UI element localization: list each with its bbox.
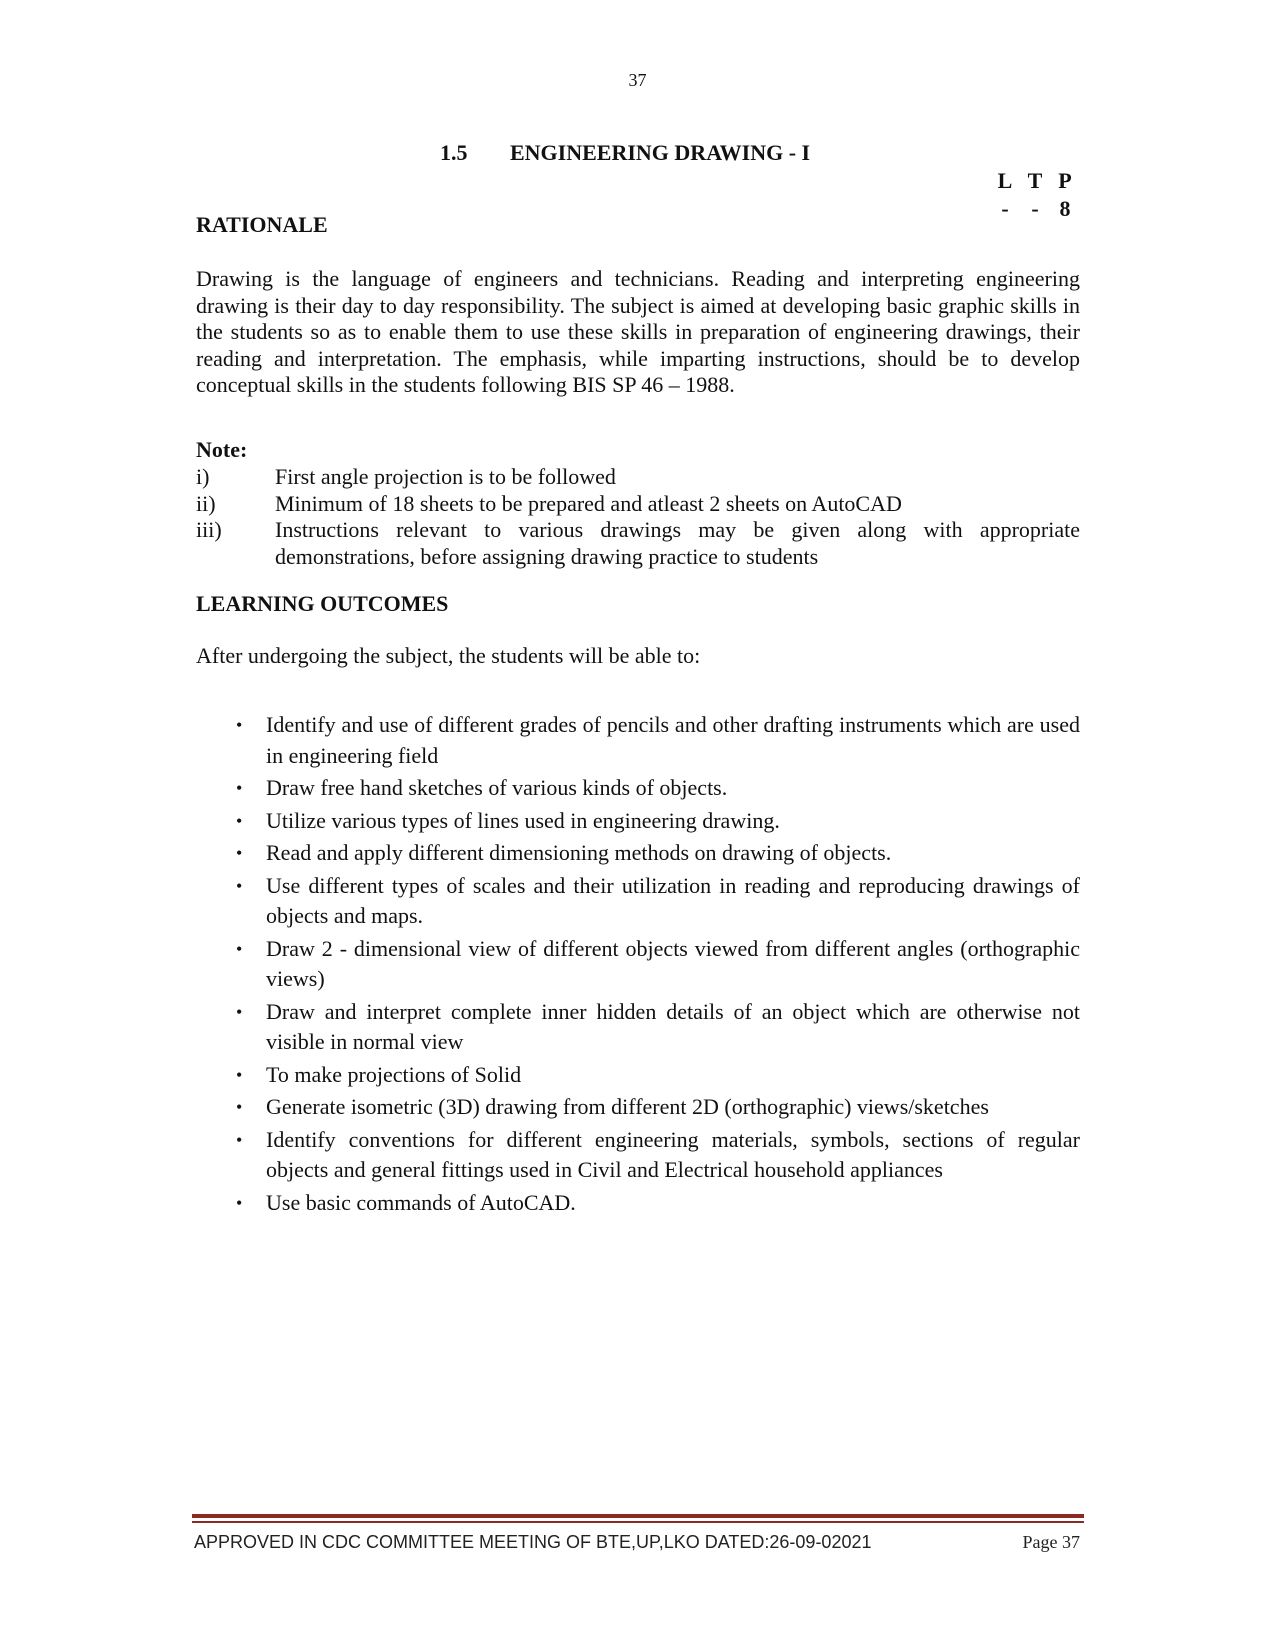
page-number-top: 37 — [628, 70, 647, 90]
note-marker: i) — [196, 464, 210, 489]
note-text: First angle projection is to be followed — [275, 464, 616, 489]
ltp-values — [990, 196, 1080, 222]
ltp-header — [990, 168, 1080, 194]
outcome-text: Identify conventions for different engineering materials, symbols, sections of regular objects and general fittings used in Civil and Electrical household appliances — [266, 1126, 1080, 1182]
bullet-icon: • — [236, 810, 243, 831]
outcome-text: Draw and interpret complete inner hidden details of an object which are otherwise not visible in normal view — [266, 998, 1080, 1054]
section-title-text: ENGINEERING DRAWING - I — [510, 140, 811, 165]
note-heading: Note: — [196, 437, 248, 462]
ltp-p-value: 8 — [1059, 196, 1071, 221]
footer-rule-thick — [192, 1514, 1084, 1518]
rationale-heading: RATIONALE — [196, 212, 328, 237]
outcome-text: Use different types of scales and their utilization in reading and reproducing drawings of objects and maps. — [266, 872, 1080, 928]
bullet-icon: • — [236, 778, 243, 798]
ltp-t-value: - — [1031, 196, 1039, 221]
note-item — [196, 464, 1080, 491]
footer-approval-text: APPROVED IN CDC COMMITTEE MEETING OF BTE,UP,LKO DATED:26-09-02021 — [194, 1532, 872, 1552]
section-number: 1.5 — [440, 140, 468, 165]
learning-outcomes-heading: LEARNING OUTCOMES — [196, 591, 449, 616]
list-item — [196, 934, 1080, 995]
list-item — [196, 773, 1080, 804]
bullet-icon: • — [236, 1192, 243, 1213]
ltp-p: P — [1058, 168, 1072, 193]
list-item — [196, 1060, 1080, 1091]
list-item — [196, 1188, 1080, 1219]
note-marker: iii) — [196, 517, 222, 542]
learning-outcomes-intro: After undergoing the subject, the students will be able to: — [196, 643, 701, 668]
outcome-text: To make projections of Solid — [266, 1061, 522, 1087]
note-item — [196, 491, 1080, 518]
list-item — [196, 997, 1080, 1058]
bullet-icon: • — [236, 1129, 243, 1150]
bullet-icon: • — [236, 715, 243, 735]
note-text: Instructions relevant to various drawings may be given along with appropriate demonstrations, before assigning drawing practice to students — [275, 517, 1080, 569]
outcome-text: Read and apply different dimensioning methods on drawing of objects. — [266, 840, 892, 865]
bullet-icon: • — [236, 843, 243, 863]
outcome-text: Identify and use of different grades of pencils and other drafting instruments which are used in engineering field — [266, 712, 1080, 768]
learning-outcomes-list — [196, 710, 1080, 1220]
outcome-text: Generate isometric (3D) drawing from different 2D (orthographic) views/sketches — [266, 1094, 989, 1119]
outcome-text: Use basic commands of AutoCAD. — [266, 1189, 576, 1215]
outcome-text: Draw 2 - dimensional view of different objects viewed from different angles (orthographic views) — [266, 935, 1080, 991]
section-title — [440, 140, 810, 166]
bullet-icon: • — [236, 1097, 243, 1117]
footer-page-label: Page 37 — [1022, 1532, 1080, 1552]
list-item — [196, 838, 1080, 869]
bullet-icon: • — [236, 1001, 243, 1022]
outcome-text: Utilize various types of lines used in engineering drawing. — [266, 807, 780, 833]
bullet-icon: • — [236, 1064, 243, 1085]
rationale-text: Drawing is the language of engineers and technicians. Reading and interpreting engineering drawing is their day to day responsibility. The subject is aimed at developing basic graphic skills in the students so as to enable them to use these skills in preparation of engineering drawings, their reading and interpretation. The emphasis, while imparting instructions, should be to develop conceptual skills in the students following BIS SP 46 – 1988. — [196, 266, 1080, 397]
list-item — [196, 806, 1080, 837]
note-marker: ii) — [196, 490, 216, 516]
ltp-t: T — [1027, 168, 1043, 193]
footer — [194, 1532, 1080, 1553]
list-item — [196, 710, 1080, 771]
list-item — [196, 871, 1080, 932]
outcome-text: Draw free hand sketches of various kinds of objects. — [266, 775, 728, 800]
bullet-icon: • — [236, 938, 243, 959]
note-item — [196, 517, 1080, 570]
ltp-l-value: - — [1001, 196, 1009, 221]
list-item — [196, 1125, 1080, 1186]
note-list — [196, 464, 1080, 570]
list-item — [196, 1092, 1080, 1123]
note-text: Minimum of 18 sheets to be prepared and atleast 2 sheets on AutoCAD — [275, 490, 902, 516]
footer-rule-thin — [192, 1521, 1084, 1523]
bullet-icon: • — [236, 875, 243, 896]
ltp-l: L — [997, 168, 1013, 193]
